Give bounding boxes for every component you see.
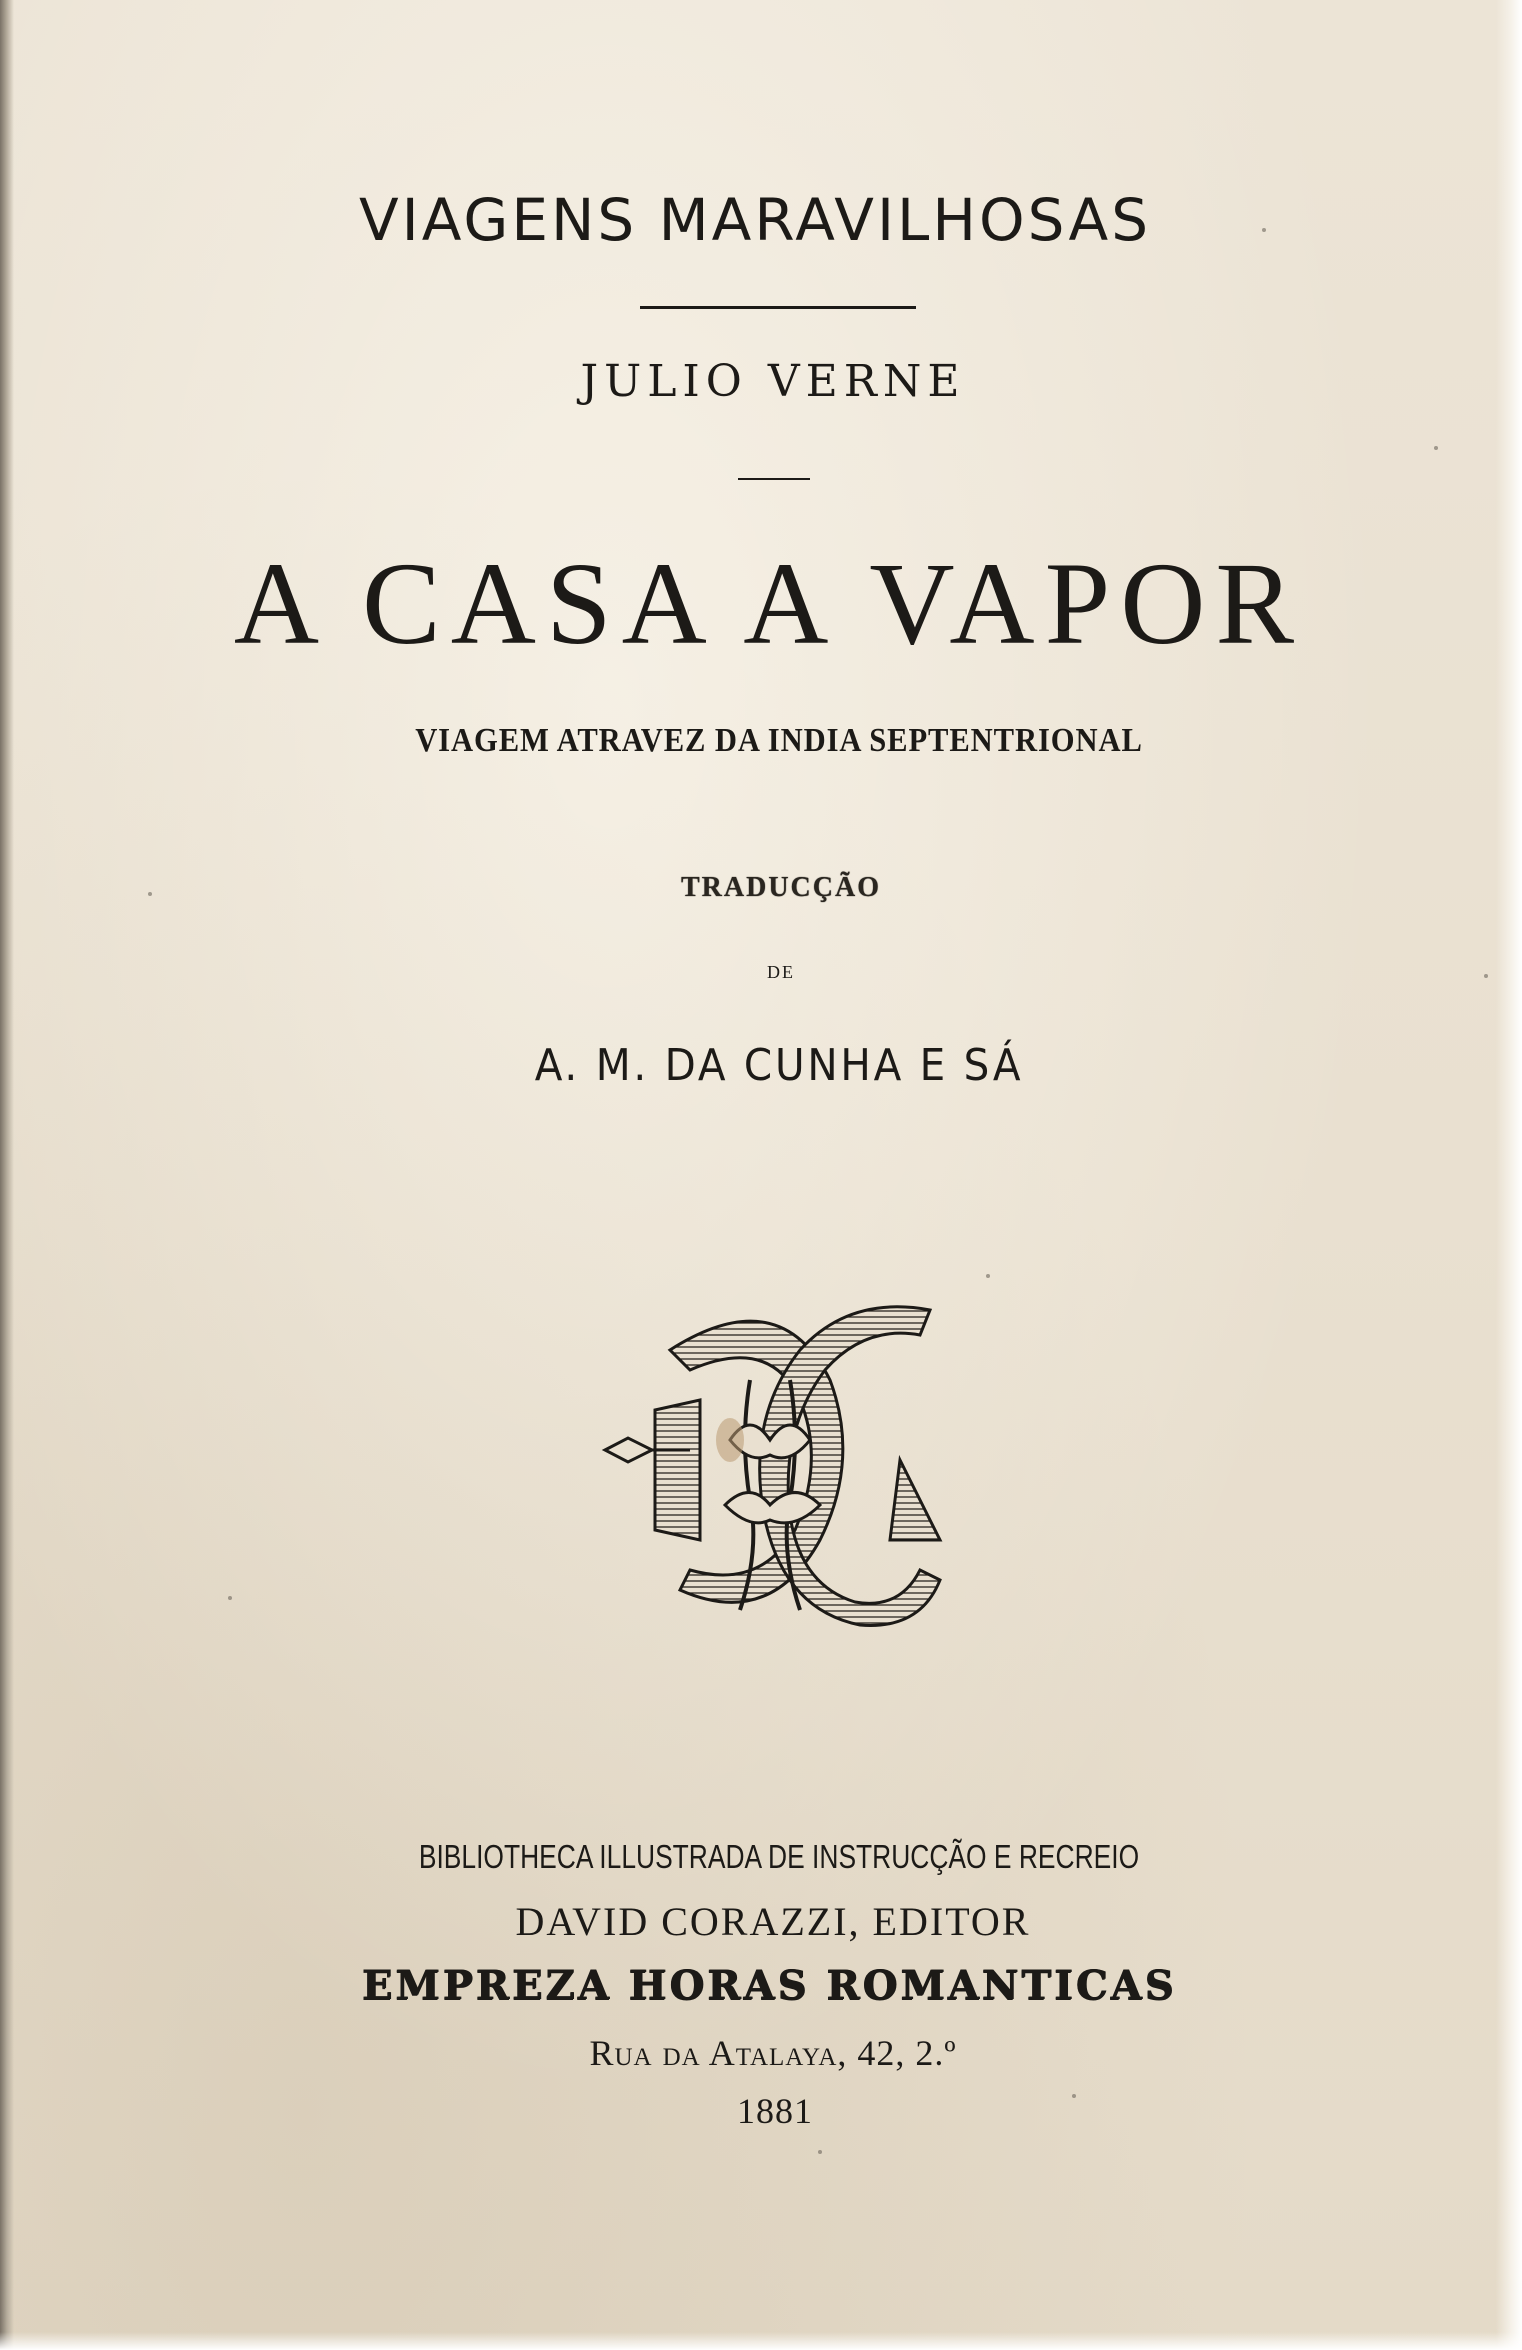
library-name: BIBLIOTHECA ILLUSTRADA DE INSTRUCÇÃO E RECREIO — [418, 1838, 1140, 1875]
translation-label: TRADUCÇÃO — [681, 872, 881, 903]
translation-by: DE — [767, 962, 795, 982]
series-title: VIAGENS MARAVILHOSAS — [358, 186, 1152, 254]
short-divider-rule — [738, 478, 810, 480]
publication-year: 1881 — [737, 2091, 813, 2131]
publisher-address: Rua da Atalaya, 42, 2.º — [589, 2033, 957, 2073]
page-bottom-edge — [0, 2332, 1522, 2350]
book-title: A CASA A VAPOR — [233, 538, 1305, 669]
translator-name: A. M. DA CUNHA E SÁ — [534, 1040, 1024, 1091]
monogram-icon — [600, 1290, 960, 1640]
author-name: JULIO VERNE — [580, 356, 966, 407]
company-name: EMPREZA HORAS ROMANTICAS — [361, 1962, 1177, 2009]
divider-rule — [640, 306, 916, 309]
book-subtitle: VIAGEM ATRAVEZ DA INDIA SEPTENTRIONAL — [415, 722, 1143, 759]
publisher-name: DAVID CORAZZI, EDITOR — [515, 1899, 1031, 1944]
